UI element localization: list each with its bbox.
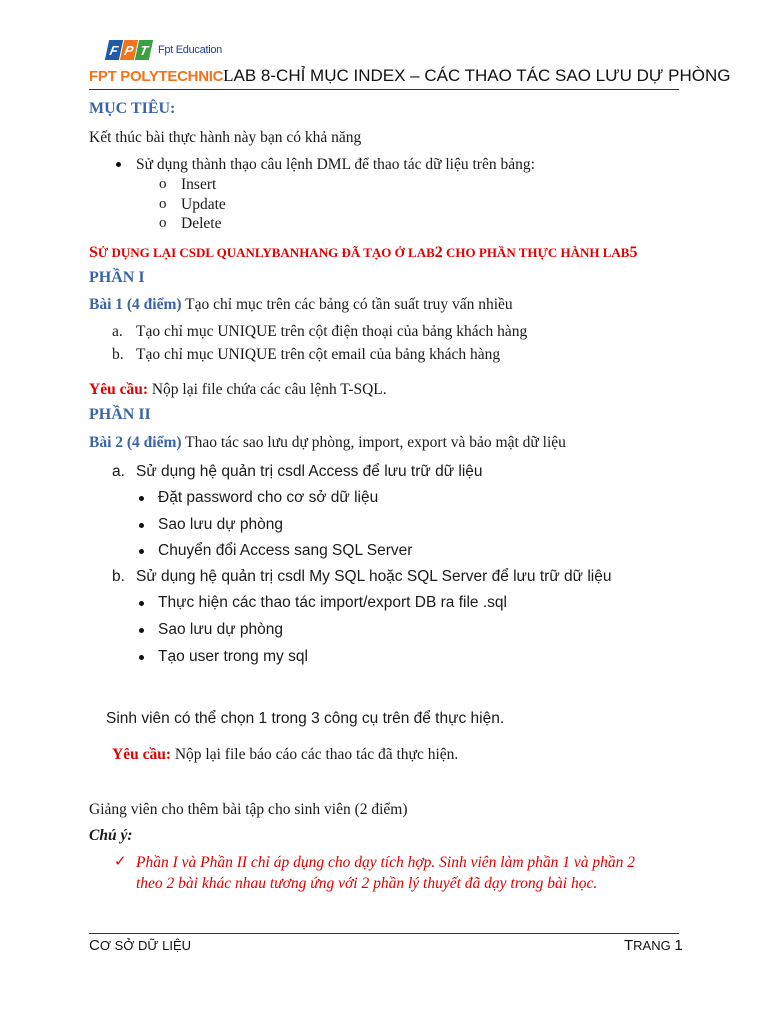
note-label: Chú ý: [89,827,133,844]
extra-exercise: Giảng viên cho thêm bài tập cho sinh viên (2 điểm) [89,801,408,818]
exercise1-item-b: Tạo chỉ mục UNIQUE trên cột email của bảng khách hàng [136,346,501,363]
header-divider [89,89,679,90]
checkmark-icon: ✓ [114,852,127,870]
requirement-text: Nộp lại file chứa các câu lệnh T-SQL. [147,381,387,398]
sub-item-insert: Insert [181,176,217,193]
bullet-icon [139,655,144,660]
logo-subtitle: Fpt Education [158,44,222,56]
exercise2-item-a: Sử dụng hệ quản trị csdl Access để lưu trữ dữ liệu [136,463,483,480]
exercise1-item-a: Tạo chỉ mục UNIQUE trên cột điện thoại của bảng khách hàng [136,323,528,340]
notice-num-2: 5 [629,244,638,261]
logo-letter-f: F [105,40,123,60]
sub-marker-icon: o [159,215,167,231]
exercise2-a-bullet-2: Sao lưu dự phòng [158,516,284,533]
exercise2-item-b-marker: b. [112,568,125,585]
exercise2-label: Bài 2 (4 điểm) [89,434,182,451]
notice-initial: S [89,244,98,261]
exercise2-b-bullet-1: Thực hiện các thao tác import/export DB ra file .sql [158,594,507,611]
bullet-icon [139,496,144,501]
requirement-label: Yêu cầu: [89,381,148,398]
part2-requirement [112,746,458,764]
exercise2-item-b: Sử dụng hệ quản trị csdl My SQL hoặc SQL Server để lưu trữ dữ liệu [136,568,612,585]
part1-heading: PHẦN I [89,269,145,286]
footer-page-label: RANG [633,938,671,953]
footer-divider [89,933,679,934]
fpt-education-logo [107,37,222,63]
exercise2-item-a-marker: a. [112,463,125,480]
footer-left-text: Ơ SỞ DỮ LIỆU [99,938,192,953]
header-brand: FPT POLYTECHNIC [89,68,224,85]
exercise2 [89,434,566,452]
exercise2-b-bullet-3: Tạo user trong my sql [158,648,308,665]
notice-text: Ử DỤNG LẠI CSDL QUANLYBANHANG ĐÃ TẠO Ở LAB [97,245,435,260]
exercise1-text: Tạo chỉ mục trên các bảng có tần suất truy vấn nhiều [181,296,513,313]
exercise1 [89,296,513,314]
exercise2-text: Thao tác sao lưu dự phòng, import, export và bảo mật dữ liệu [181,434,566,451]
bullet-icon [139,523,144,528]
notice-text-2: CHO PHẦN THỰC HÀNH LAB [442,245,630,260]
note-line-1: Phần I và Phần II chỉ áp dụng cho dạy tích hợp. Sinh viên làm phần 1 và phần 2 [136,854,636,871]
requirement-text: Nộp lại file báo cáo các thao tác đã thực hiện. [170,746,459,763]
objective-heading: MỤC TIÊU: [89,100,176,117]
exercise2-a-bullet-1: Đặt password cho cơ sở dữ liệu [158,489,379,506]
objective-bullet: Sử dụng thành thạo câu lệnh DML để thao tác dữ liệu trên bảng: [136,156,535,173]
page-header [89,66,730,86]
note-line-2: theo 2 bài khác nhau tương ứng với 2 phần lý thuyết đã dạy trong bài học. [136,875,598,892]
footer-left-initial: C [89,937,100,954]
bullet-icon [116,162,121,167]
sub-item-delete: Delete [181,215,222,232]
notice-num: 2 [434,244,443,261]
bullet-icon [139,628,144,633]
page-number: 1 [674,937,683,954]
exercise1-label: Bài 1 (4 điểm) [89,296,182,313]
exercise2-b-bullet-2: Sao lưu dự phòng [158,621,284,638]
exercise1-item-a-marker: a. [112,323,123,340]
exercise2-a-bullet-3: Chuyển đổi Access sang SQL Server [158,542,413,559]
logo-letter-p: P [120,40,138,60]
sub-item-update: Update [181,196,226,213]
requirement-label: Yêu cầu: [112,746,171,763]
objective-intro: Kết thúc bài thực hành này bạn có khả năng [89,129,362,146]
sub-marker-icon: o [159,176,167,192]
logo-letter-t: T [135,40,153,60]
footer-left [89,937,191,954]
footer-page [624,937,683,954]
footer-page-initial: T [624,937,634,954]
database-notice [89,244,637,262]
exercise1-item-b-marker: b. [112,346,124,363]
header-title: AB 8-CHỈ MỤC INDEX – CÁC THAO TÁC SAO LƯU DỰ PHÒNG [233,66,731,85]
sub-marker-icon: o [159,196,167,212]
part1-requirement [89,381,387,399]
part2-heading: PHẦN II [89,406,151,423]
choose-tool-text: Sinh viên có thể chọn 1 trong 3 công cụ trên để thực hiện. [106,710,505,727]
header-title-initial: L [223,66,234,85]
bullet-icon [139,549,144,554]
bullet-icon [139,601,144,606]
